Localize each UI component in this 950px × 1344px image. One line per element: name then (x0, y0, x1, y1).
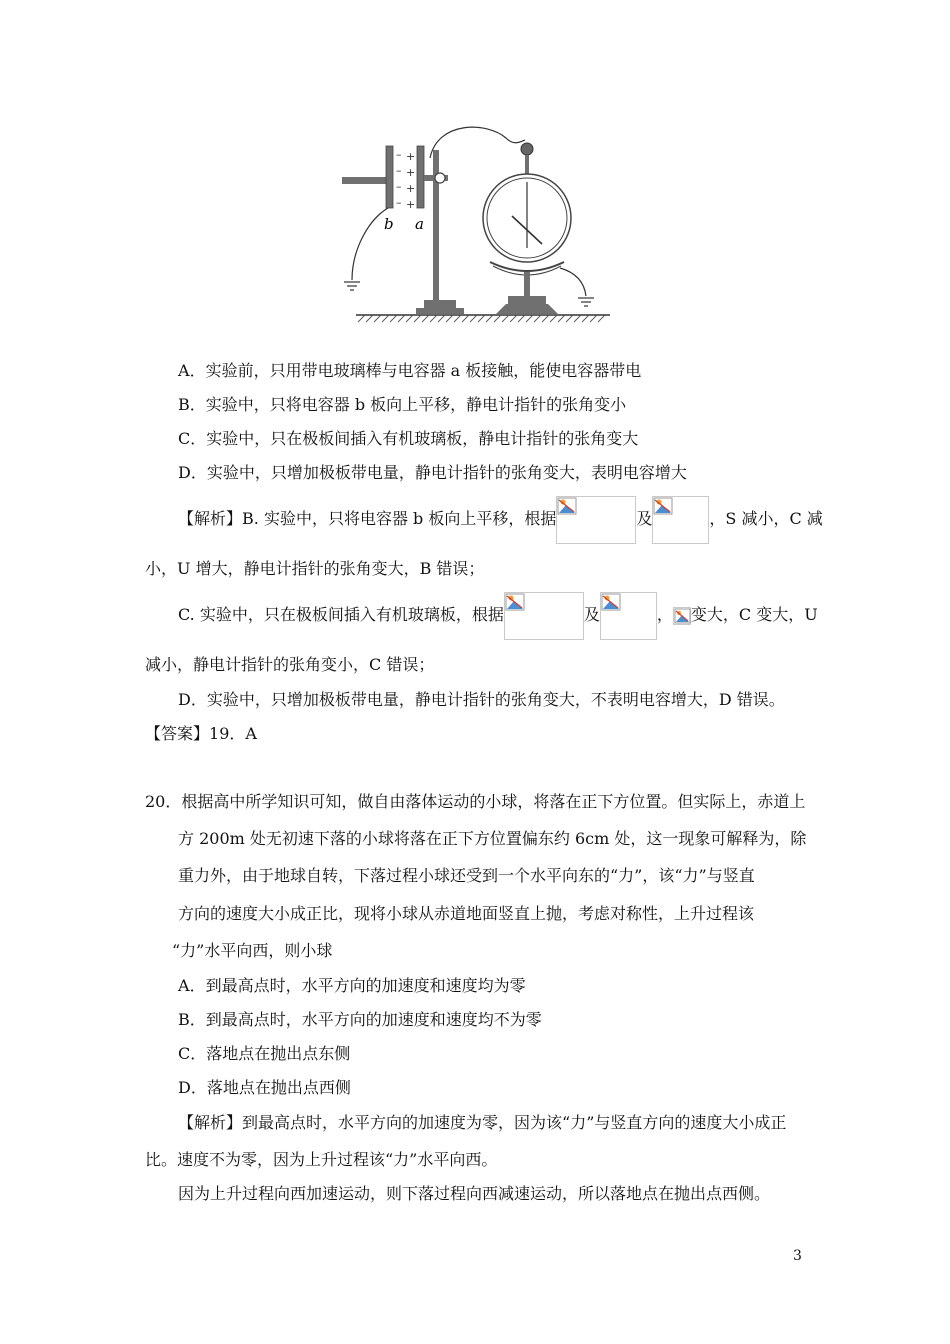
q19-analysis-c-line2 (145, 655, 950, 675)
q19-analysis-d-line (178, 690, 950, 710)
option-text: ．实验中，只增加极板带电量，静电计指针的张角变大，表明电容增大 (190, 463, 687, 482)
option-letter: C (178, 429, 191, 448)
q20-option-c (178, 1044, 950, 1064)
analysis-join: 及 (583, 605, 600, 624)
q20-option-a (178, 976, 950, 996)
analysis-tag: 【解析】 (178, 1113, 243, 1132)
q20-stem-line4 (178, 904, 950, 924)
plate-b-ground-wire (352, 208, 388, 280)
plus-sign: + (406, 150, 416, 163)
option-text: ．实验前，只用带电玻璃棒与电容器 a 板接触，能使电容器带电 (189, 361, 642, 380)
broken-formula-image (652, 496, 709, 544)
plate-b-handle (342, 177, 388, 184)
plus-sign: + (406, 198, 416, 211)
ground-symbol-right (578, 298, 594, 306)
minus-sign: – (396, 196, 402, 209)
option-letter: A (178, 361, 190, 380)
q20-option-b (178, 1010, 950, 1030)
broken-image-icon (674, 608, 692, 626)
stand-base-top (424, 300, 456, 308)
stem-text: 20．根据高中所学知识可知，做自由落体运动的小球，将落在正下方位置。但实际上，赤道上 (145, 792, 806, 811)
plus-sign: + (406, 166, 416, 179)
broken-formula-image (600, 592, 657, 640)
analysis-text: 变大，C 变大，U (690, 605, 818, 624)
option-text: ．落地点在抛出点东侧 (190, 1044, 351, 1063)
analysis-tag: 【解析】 (178, 509, 243, 528)
q20-analysis-line3 (178, 1184, 950, 1204)
analysis-join: 及 (636, 509, 653, 528)
broken-image-icon (505, 593, 527, 613)
analysis-text: 比。速度不为零，因为上升过程该“力”水平向西。 (145, 1150, 498, 1169)
q19-option-d (178, 463, 950, 483)
q19-analysis-b-line2 (145, 559, 950, 579)
broken-formula-image (673, 607, 691, 625)
table-hatching (358, 315, 605, 322)
option-letter: B (178, 395, 190, 414)
analysis-text: ， (656, 605, 673, 624)
answer-text: 19．A (209, 724, 257, 743)
q19-option-a (178, 361, 950, 381)
answer-tag: 【答案】 (145, 724, 210, 743)
analysis-text: 小，U 增大，静电计指针的张角变大，B 错误； (145, 559, 485, 578)
analysis-text: D．实验中，只增加极板带电量，静电计指针的张角变大，不表明电容增大，D 错误。 (178, 690, 785, 709)
clamp-knob (435, 173, 445, 183)
electroscope-knob (521, 143, 533, 155)
plus-signs (406, 150, 415, 211)
electroscope-base-top (508, 296, 546, 304)
label-a: a (415, 215, 424, 233)
stem-text: “力”水平向西，则小球 (172, 941, 333, 960)
stem-text: 方 200m 处无初速下落的小球将落在正下方位置偏东约 6cm 处，这一现象可解释为，除 (178, 829, 807, 848)
option-letter: C (178, 1044, 191, 1063)
minus-sign: – (396, 164, 402, 177)
q19-option-c (178, 429, 950, 449)
broken-image-icon (557, 497, 579, 517)
broken-formula-image (504, 592, 584, 640)
option-text: ．到最高点时，水平方向的加速度和速度均为零 (189, 976, 526, 995)
plus-sign: + (406, 182, 416, 195)
broken-image-icon (653, 497, 675, 517)
page-number: 3 (793, 1248, 802, 1264)
ground-symbol-left (344, 282, 360, 290)
q20-stem-line5 (172, 941, 950, 961)
minus-sign: – (396, 180, 402, 193)
q20-stem-line3 (178, 866, 950, 886)
q20-option-d (178, 1078, 950, 1098)
q20-analysis-line1 (178, 1113, 950, 1133)
analysis-text: 到最高点时，水平方向的加速度为零，因为该“力”与竖直方向的速度大小成正 (242, 1113, 787, 1132)
plate-a-stand-pole (433, 150, 439, 300)
q19-answer (145, 724, 950, 744)
option-letter: B (178, 1010, 190, 1029)
q19-analysis-b-line1 (178, 494, 950, 544)
broken-image-icon (601, 593, 623, 613)
plate-a (417, 146, 424, 208)
apparatus-diagram (338, 120, 618, 330)
stand-base (416, 308, 464, 314)
analysis-text: 减小，静电计指针的张角变小，C 错误； (145, 655, 435, 674)
q19-option-b (178, 395, 950, 415)
analysis-text: B. 实验中，只将电容器 b 板向上平移，根据 (242, 509, 557, 528)
q19-analysis-c-line1 (178, 590, 950, 640)
stem-text: 重力外，由于地球自转，下落过程小球还受到一个水平向东的“力”，该“力”与竖直 (178, 866, 755, 885)
option-letter: A (178, 976, 190, 995)
q20-stem-line2 (178, 829, 950, 849)
option-text: ．实验中，只将电容器 b 板向上平移，静电计指针的张角变小 (189, 395, 627, 414)
option-letter: D (178, 1078, 191, 1097)
analysis-text: C. 实验中，只在极板间插入有机玻璃板，根据 (178, 605, 504, 624)
analysis-text: ，S 减小，C 减 (709, 509, 823, 528)
broken-formula-image (556, 496, 636, 544)
option-letter: D (178, 463, 191, 482)
label-b: b (384, 215, 394, 233)
electroscope-ground-wire (560, 268, 586, 296)
minus-sign: – (396, 148, 402, 161)
option-text: ．落地点在抛出点西侧 (190, 1078, 351, 1097)
option-text: ．实验中，只在极板间插入有机玻璃板，静电计指针的张角变大 (190, 429, 639, 448)
analysis-text: 因为上升过程向西加速运动，则下落过程向西减速运动，所以落地点在抛出点西侧。 (178, 1184, 771, 1203)
electroscope-post (524, 272, 530, 298)
connecting-wire (430, 127, 525, 158)
option-text: ．到最高点时，水平方向的加速度和速度均不为零 (189, 1010, 542, 1029)
capacitor-electroscope-figure (338, 120, 618, 330)
q20-analysis-line2 (145, 1150, 950, 1170)
electroscope-base (496, 304, 558, 314)
minus-signs (396, 148, 402, 209)
plate-b (386, 146, 393, 208)
q20-stem-line1 (145, 792, 950, 812)
stem-text: 方向的速度大小成正比，现将小球从赤道地面竖直上抛，考虑对称性，上升过程该 (178, 904, 755, 923)
